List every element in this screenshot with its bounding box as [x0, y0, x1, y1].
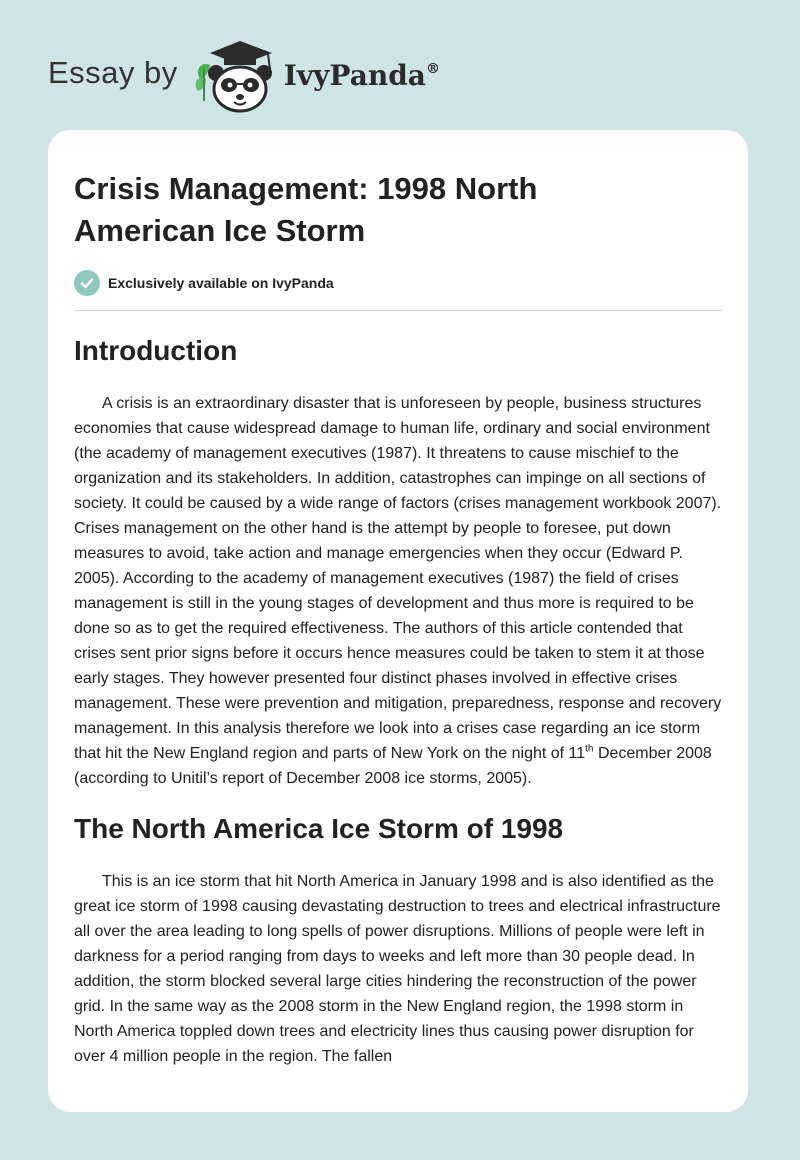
registered-mark: ®	[425, 60, 440, 77]
section-heading-introduction: Introduction	[74, 335, 238, 366]
site-header	[48, 36, 440, 116]
ice-storm-paragraph: This is an ice storm that hit North America in January 1998 and is also identified as the great ice storm of 1998 causing devastating destruction to trees and electrical infrastructure all over the area leading to long spells of power disruptions. Millions of people were left in darkness for a period ranging from days to weeks and left more than 30 people dead. In addition, the storm blocked several large cities hindering the reconstruction of the power grid. In the same way as the 2008 storm in the New England region, the 1998 storm in North America toppled down trees and electricity lines thus causing power disruption for over 4 million people in the region. The fallen	[74, 873, 721, 1065]
section-heading-ice-storm: The North America Ice Storm of 1998	[74, 813, 564, 844]
superscript: th	[585, 743, 594, 755]
introduction-paragraph	[74, 391, 722, 791]
divider	[74, 310, 722, 311]
exclusive-badge	[74, 270, 722, 296]
check-icon	[74, 270, 100, 296]
paragraph-text: December 2008 (according to Unitil’s report of December 2008 ice storms, 2005).	[74, 745, 712, 787]
page-title: Crisis Management: 1998 North American Ice Storm	[74, 171, 538, 248]
brand-name[interactable]: IvyPanda®	[283, 58, 440, 92]
panda-logo-icon[interactable]	[190, 39, 280, 113]
essay-by-label: Essay by	[48, 55, 178, 90]
essay-card	[48, 130, 748, 1112]
badge-label: Exclusively available on IvyPanda	[108, 275, 334, 291]
paragraph-text: A crisis is an extraordinary disaster that is unforeseen by people, business structures economies that cause widespread damage to human life, ordinary and social environment (the academy of management executives (1987). It threatens to cause mischief to the organization and its stakeholders. In addition, catastrophes can impinge on all sections of society. It could be caused by a wide range of factors (crises management workbook 2007). Crises management on the other hand is the attempt by people to foresee, put down measures to avoid, take action and manage emergencies when they occur (Edward P. 2005). According to the academy of management executives (1987) the field of crises management is still in the young stages of development and thus more is required to be done so as to get the required effectiveness. The authors of this article contended that crises sent prior signs before it occurs hence measures could be taken to stem it at those early stages. They however presented four distinct phases involved in effective crises management. These were prevention and mitigation, preparedness, response and recovery management. In this analysis therefore we look into a crises case regarding an ice storm that hit the New England region and parts of New York on the night of 11	[74, 395, 722, 762]
